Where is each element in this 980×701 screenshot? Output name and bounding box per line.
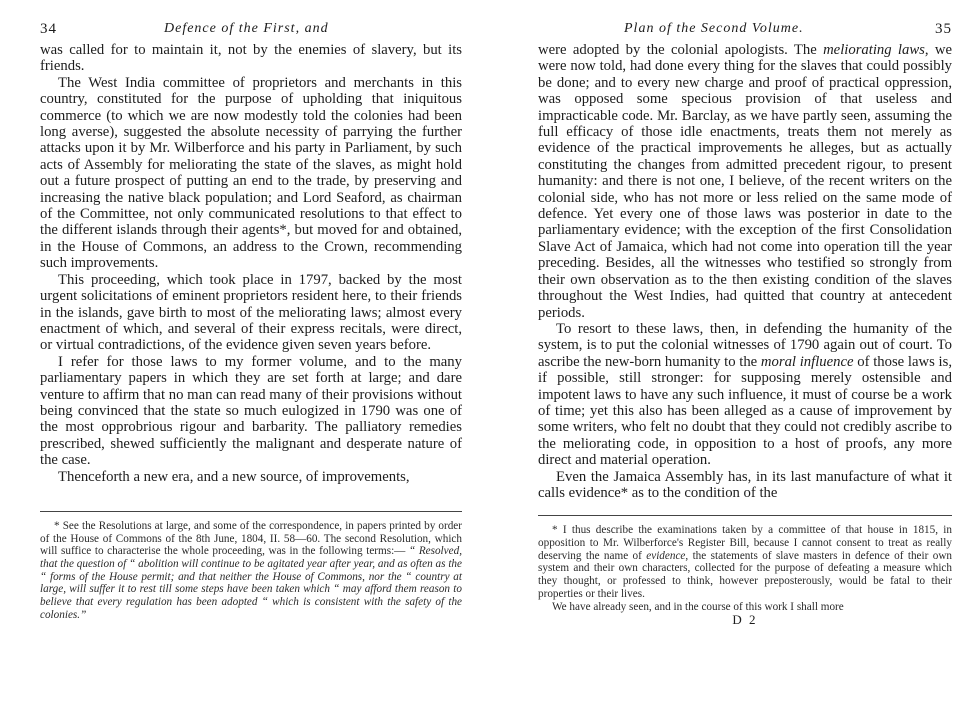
left-paragraph-2: This proceeding, which took place in 1797, backed by the most urgent solicitations of eminent proprietors resident here, to their friends in the islands, gave birth to most of the meliorating laws; almost every enactment of which, and several of their express recitals, were direct, or virtual contradictions, of the evidence given seven years before. xyxy=(40,271,462,354)
left-footnote-quote: “ Resolved, that the question of “ abolition will continue to be agitated year after year, and as often as the “ forms of the House permit; and that neither the House of Commons, nor the “ country at large, will suffer it to rest till some steps have been taken which “ may afford them reason to believe that every regulation has been adopted “ which is consistent with the safety of the colonies.” xyxy=(40,545,462,621)
left-paragraph-4: Thenceforth a new era, and a new source, of improvements, xyxy=(58,468,410,485)
left-body-text xyxy=(40,42,462,485)
left-running-head xyxy=(40,20,462,42)
right-p0-italic: meliorating laws xyxy=(823,42,925,58)
left-paragraph-1: The West India committee of proprietors and merchants in this country, constituted for the purpose of upholding that iniquitous commerce (to which we are now modestly told the colonies had been long averse), suggested the absolute necessity of parrying the further attacks upon it by Mr. Wilberforce and his party in Parliament, by such acts of Assembly for meliorating the state of the slaves, as might hold out a future prospect of putting an end to the trade, by preserving and increasing the native black population; and Lord Seaford, as chairman of the Committee, not only communicated resolutions to that effect to the different islands through their agents*, but moved for and obtained, in the House of Commons, an address to the Crown, recommending such improvements. xyxy=(40,74,462,272)
left-footnote-text xyxy=(40,520,462,622)
right-p0-part-a: were adopted by the colonial apologists. The xyxy=(538,42,824,58)
right-paragraph-1 xyxy=(538,321,952,469)
left-footnote xyxy=(40,520,462,622)
right-p1-italic: moral influence xyxy=(760,353,854,370)
right-page-number: 35 xyxy=(935,21,952,37)
right-paragraph-0 xyxy=(538,42,952,321)
right-footnote-part-a: * I thus describe the examinations taken by a committee of that house in 1815, in opposition to Mr. Wilberforce's Register Bill, because I cannot consent to treat as really deserving the name of xyxy=(538,524,952,562)
right-footnote-text xyxy=(538,524,952,600)
left-page-number: 34 xyxy=(40,21,57,37)
right-page xyxy=(512,0,980,701)
right-p0-part-b: , we were now told, had done every thing for the slaves that could possibly be done; and to every new charge and proof of practical oppression, was opposed some specious provision of that useless and impracticable code. Mr. Barclay, as we have partly seen, assuming the full efficacy of those idle enactments, treats them not merely as evidence of the practical improvements he alleges, but as actually constituting the changes from admitted precedent rigour, to present humanity: and there is not one, I believe, of the recent writers on the colonial side, who has not more or less relied on the same mode of defence. Yet every one of those laws was posterior in date to the parliamentary evidence; with the exception of the first Consolidation Slave Act of Jamaica, which had not come into operation till the year preceding. Besides, all the witnesses who testified so strongly from their own observation as to the then existing condition of the slaves throughout the West Indies, had quitted that country at antecedent periods. xyxy=(538,42,952,321)
right-running-title: Plan of the Second Volume. xyxy=(624,21,804,36)
left-footnote-part-a: * See the Resolutions at large, and some of the correspondence, in papers printed by order of the House of Commons of the 8th June, 1804, II. 58—60. The second Resolution, which will suffice to characterise the whole proceeding, was in the following terms:— xyxy=(40,519,462,558)
right-footnote-continuation: We have already seen, and in the course of this work I shall more xyxy=(552,600,844,613)
right-footnote-part-b: , the statements of slave masters in defence of their own system and their own characters, collected for the purpose of defeating a measure which they thought, or professed to think, however preposterously, would be fatal to their properties or their lives. xyxy=(538,549,952,600)
right-paragraph-2: Even the Jamaica Assembly has, in its last manufacture of what it calls evidence* as to the condition of the xyxy=(538,468,952,501)
printer-signature-mark: D 2 xyxy=(732,612,758,628)
right-footnote xyxy=(538,524,952,613)
right-footnote-rule xyxy=(538,515,952,516)
left-footnote-rule xyxy=(40,511,462,512)
right-p1-part-a: To resort to these laws, then, in defending the humanity of the system, is to put the colonial witnesses of 1790 again out of court. To ascribe the new-born humanity to the xyxy=(538,320,952,370)
left-running-title: Defence of the First, and xyxy=(164,21,329,36)
book-gutter xyxy=(478,0,512,701)
left-paragraph-3: I refer for those laws to my former volume, and to the many parliamentary papers in which they are set forth at large; and dare venture to affirm that no man can read many of their provisions without being convinced that the state so much eulogized in 1790 was one of the most opprobrious rigour and barbarity. The palliatory remedies prescribed, shewed sufficiently the malignant and desperate nature of the case. xyxy=(40,353,462,469)
right-footnote-italic: evidence xyxy=(646,549,686,562)
left-paragraph-0: was called for to maintain it, not by the enemies of slavery, but its friends. xyxy=(40,42,462,75)
right-running-head xyxy=(538,20,952,42)
right-body-text xyxy=(538,42,952,501)
left-page xyxy=(0,0,478,701)
right-p1-part-b: of those laws is, if possible, still stronger: for supposing merely ostensible and impotent laws to have any such influence, it must of course be a work of time; yet this also has been alleged as a cause of improvement by some writers, who felt no doubt that they could not credibly ascribe to the meliorating code, in opposition to a host of proofs, any more direct and material operation. xyxy=(538,353,952,469)
